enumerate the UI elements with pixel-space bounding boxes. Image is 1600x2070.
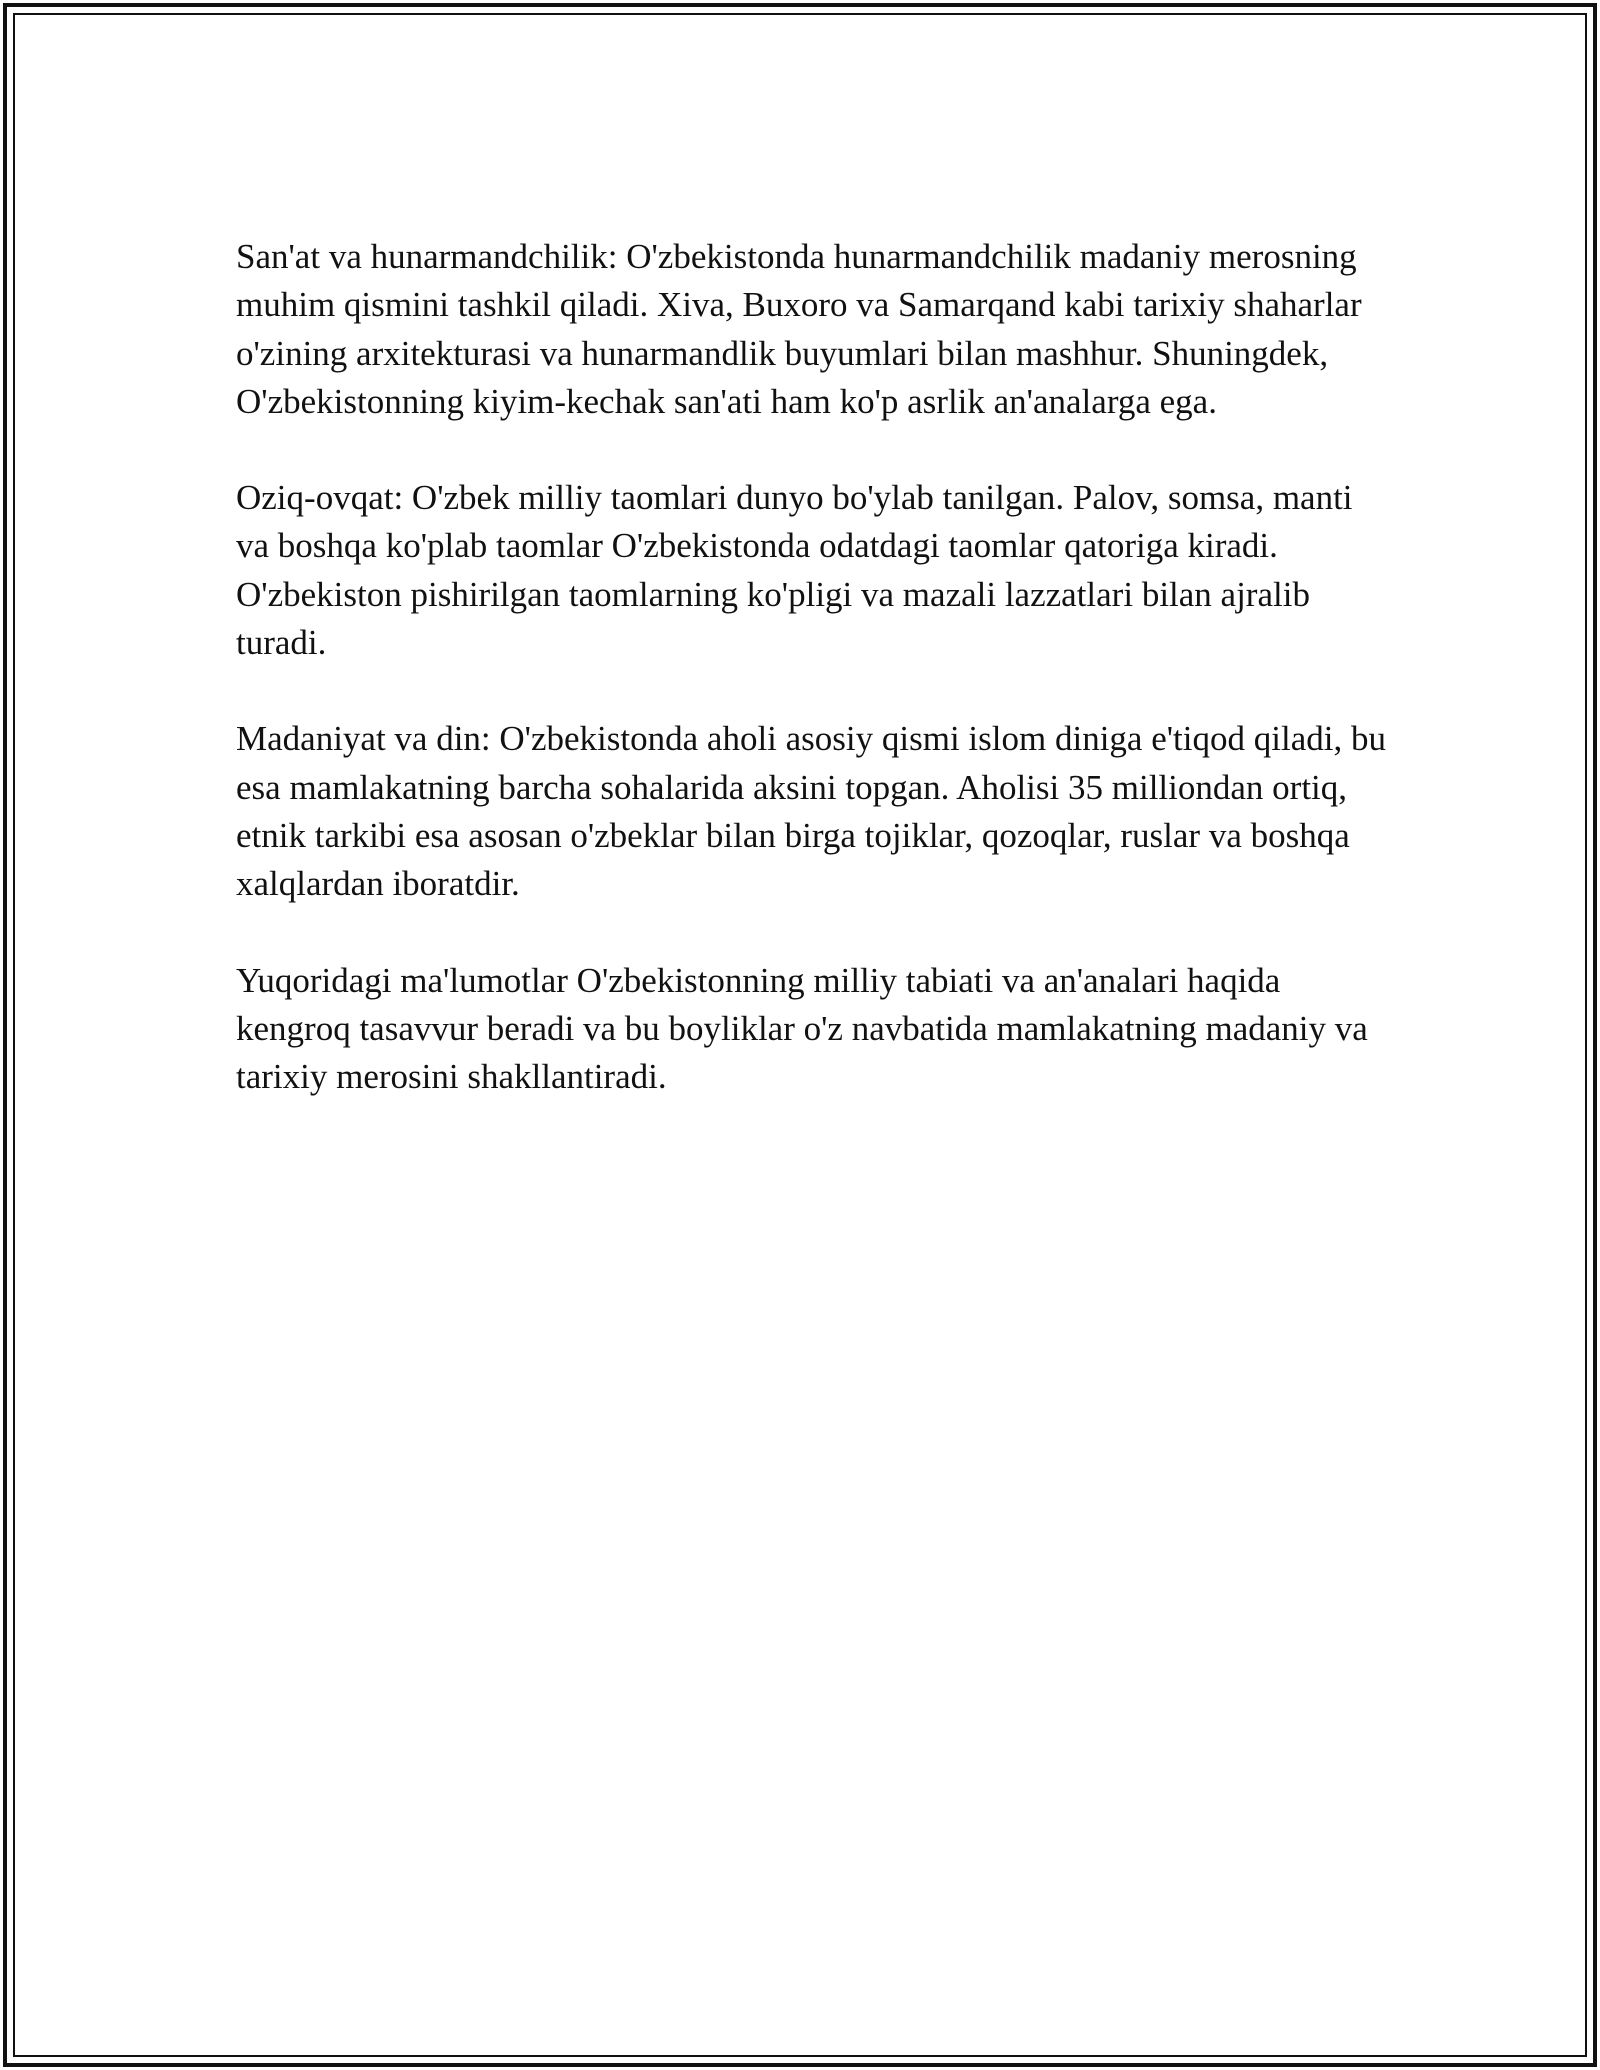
paragraph-art-crafts: San'at va hunarmandchilik: O'zbekistonda hunarmandchilik madaniy merosning muhim qismini tashkil qiladi. Xiva, Buxoro va Samarqand kabi tarixiy shaharlar o'zining arxitekturasi va hunarmandlik buyumlari bilan mashhur. Shuningdek, O'zbekistonning kiyim-kechak san'ati ham ko'p asrlik an'analarga ega. — [236, 237, 1362, 421]
paragraph-culture-religion: Madaniyat va din: O'zbekistonda aholi asosiy qismi islom diniga e'tiqod qiladi, bu esa mamlakatning barcha sohalarida aksini topgan. Aholisi 35 milliondan ortiq, etnik tarkibi esa asosan o'zbeklar bilan birga tojiklar, qozoqlar, ruslar va boshqa xalqlardan iboratdir. — [236, 719, 1386, 904]
paragraph-food: Oziq-ovqat: O'zbek milliy taomlari dunyo bo'ylab tanilgan. Palov, somsa, manti va boshqa ko'plab taomlar O'zbekistonda odatdagi taomlar qatoriga kiradi. O'zbekiston pishirilgan taomlarning ko'pligi va mazali lazzatlari bilan ajralib turadi. — [236, 478, 1353, 663]
document-body — [236, 233, 1386, 1149]
paragraph-conclusion: Yuqoridagi ma'lumotlar O'zbekistonning milliy tabiati va an'analari haqida kengroq tasavvur beradi va bu boyliklar o'z navbatida mamlakatning madaniy va tarixiy merosini shakllantiradi. — [236, 960, 1368, 1097]
